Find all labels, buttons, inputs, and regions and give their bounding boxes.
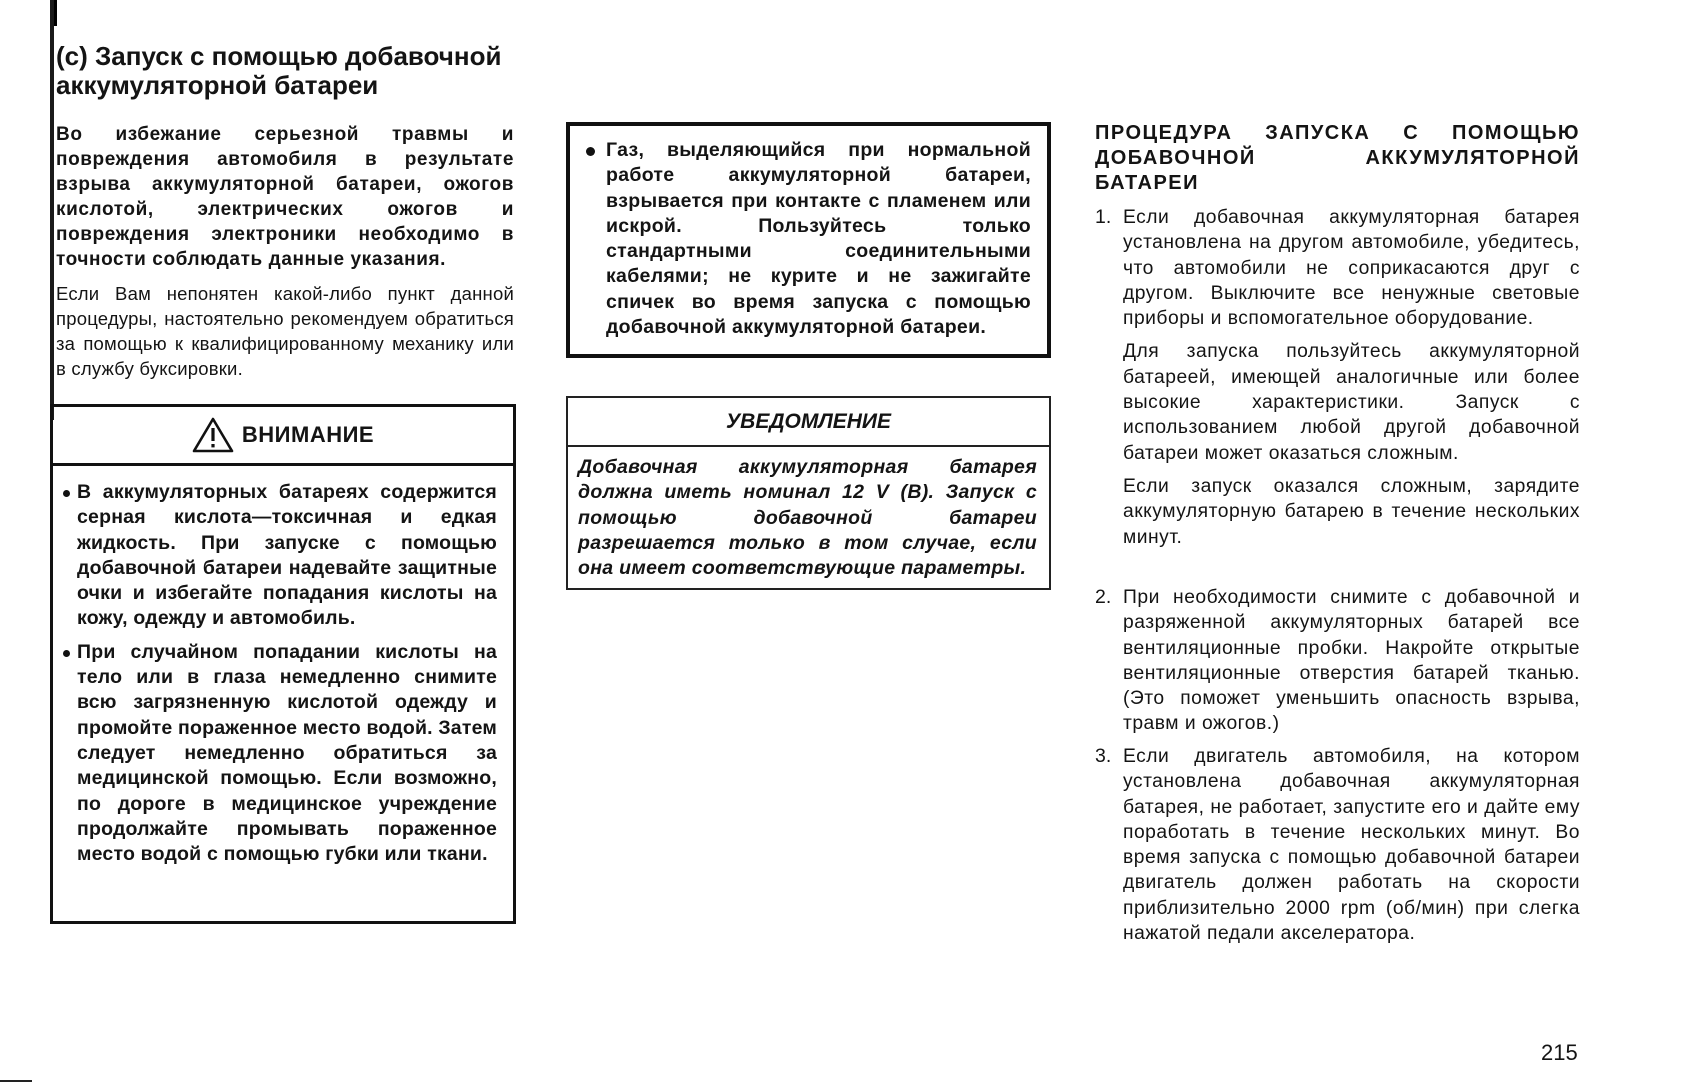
- gas-warning-box: [566, 122, 1051, 358]
- warning-list: [53, 466, 513, 867]
- safety-intro-bold: Во избежание серьезной травмы и повреждения автомобиля в результате взрыва аккумуляторной батареи, ожогов кислотой, электрических ожогов и повреждения электроники необходимо в точности соблюдать данные указания.: [56, 124, 514, 270]
- procedure-step: [1095, 744, 1580, 954]
- warning-item: В аккумуляторных батареях содержится серная кислота—токсичная и едкая жидкость. При запуске с помощью добавочной батареи надевайте защитные очки и избегайте попадания кислоты на кожу, одежду и автомобиль.: [63, 480, 497, 632]
- procedure-title: ПРОЦЕДУРА ЗАПУСКА С ПОМОЩЬЮ ДОБАВОЧНОЙ АККУМУЛЯТОРНОЙ БАТАРЕИ: [1095, 122, 1580, 194]
- notice-title: УВЕДОМЛЕНИЕ: [568, 398, 1049, 447]
- step-paragraph: При необходимости снимите с добавочной и разряженной аккумуляторных батарей все вентиляционные пробки. Накройте открытые вентиляционные отверстия батарей тканью. (Это поможет уменьшить опасность взрыва, травм и ожогов.): [1123, 587, 1580, 735]
- step-body: [1123, 205, 1580, 550]
- step-paragraph: Если добавочная аккумуляторная батарея установлена на другом автомобиле, убедитесь, что автомобили не соприкасаются друг с другом. Выключите все ненужные световые приборы и вспомогательное оборудование.: [1123, 207, 1580, 330]
- section-title: (c) Запуск с помощью добавочной аккумуляторной батареи: [56, 41, 502, 100]
- warning-title: ВНИМАНИЕ: [241, 422, 375, 447]
- gas-warning-text: Газ, выделяющийся при нормальной работе аккумуляторной батареи, взрывается при контакте с пламенем или искрой. Пользуйтесь только стандартными соединительными кабелями; не курите и не зажигайте спичек во время запуска с помощью добавочной аккумуляторной батареи.: [584, 138, 1031, 340]
- notice-text: Добавочная аккумуляторная батарея должна иметь номинал 12 V (В). Запуск с помощью добавочной батареи разрешается только в том случае, если она имеет соответствующие параметры.: [578, 456, 1037, 580]
- step-paragraph: Если запуск оказался сложным, зарядите аккумуляторную батарею в течение нескольких минут.: [1123, 475, 1580, 548]
- safety-intro-normal: Если Вам непонятен какой-либо пункт данной процедуры, настоятельно рекомендуем обратиться за помощью к квалифицированному механику или в службу буксировки.: [56, 283, 514, 379]
- warning-item: При случайном попадании кислоты на тело или в глаза немедленно снимите всю загрязненную кислотой одежду и промойте пораженное место водой. Затем следует немедленно обратиться за медицинской помощью. Если возможно, по дороге в медицинское учреждение продолжайте промывать пораженное место водой с помощью губки или ткани.: [63, 640, 497, 868]
- warning-box: [50, 404, 516, 924]
- step-body: [1123, 585, 1580, 737]
- step-paragraph: Если двигатель автомобиля, на котором установлена добавочная аккумуляторная батарея, не работает, запустите его и дайте ему поработать в течение нескольких минут. Во время запуска с помощью добавочной батареи двигатель должен работать на скорости приблизительно 2000 rpm (об/мин) при слегка нажатой педали акселератора.: [1123, 746, 1580, 945]
- procedure-step: [1095, 585, 1580, 745]
- step-paragraph: Для запуска пользуйтесь аккумуляторной батареей, имеющей аналогичные или более высокие характеристики. Запуск с использованием любой другой добавочной батареи может оказаться сложным.: [1123, 341, 1580, 464]
- step-number: 2.: [1095, 586, 1112, 608]
- notice-box: [566, 396, 1051, 590]
- step-body: [1123, 744, 1580, 946]
- page-number: 215: [1541, 1040, 1578, 1065]
- page-corner-tick: [0, 1080, 32, 1082]
- page-edge-bar: [50, 0, 54, 420]
- warning-triangle-icon: [192, 417, 234, 453]
- step-number: 1.: [1095, 206, 1112, 228]
- step-number: 3.: [1095, 745, 1112, 767]
- warning-header: [53, 407, 513, 466]
- procedure-step: [1095, 205, 1580, 558]
